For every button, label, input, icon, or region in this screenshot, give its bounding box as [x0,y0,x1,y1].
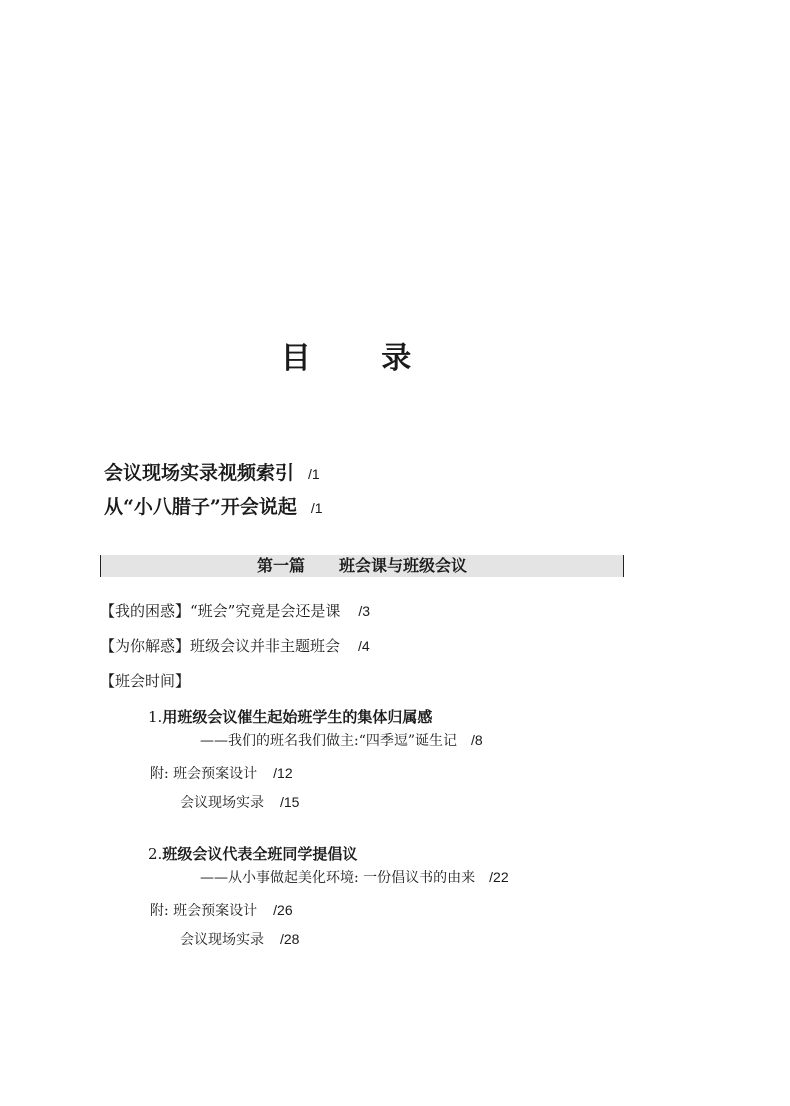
toc-entry-text: “班会”究竟是会还是课 [190,602,341,620]
appendix-text: 会议现场实录 [180,795,264,811]
appendix-text: 班会预案设计 [173,903,258,919]
item-title-text: 用班级会议催生起始班学生的集体归属感 [162,708,433,726]
section-title: 班会课与班级会议 [339,556,468,575]
toc-entry-class-meeting-time [100,670,190,691]
toc-page-number: /3 [358,603,371,619]
appendix-prefix: 附: [150,903,169,919]
toc-page-number: /26 [273,902,293,918]
toc-page-number: /1 [310,500,323,516]
toc-item-2-appendix-plan[interactable] [150,900,293,920]
toc-page-number: /12 [273,765,293,781]
toc-page-number: /4 [358,638,370,654]
section-number: 第一篇 [256,556,305,575]
toc-bracket-label: 【为你解惑】 [100,637,191,655]
toc-item-1-title[interactable] [148,706,432,727]
toc-entry-text: 会议现场实录视频索引 [104,462,295,484]
toc-item-1-subtitle[interactable] [200,730,483,750]
toc-entry-confusion[interactable] [100,600,370,621]
appendix-text: 会议现场实录 [180,932,264,948]
toc-bracket-label: 【班会时间】 [100,672,191,690]
appendix-prefix: 附: [150,766,169,782]
toc-page-number: /1 [308,466,320,482]
toc-page-number: /22 [489,869,509,885]
appendix-text: 班会预案设计 [173,766,258,782]
toc-entry-text: 从“小八腊子”开会说起 [104,496,297,518]
section-header-bar [100,555,624,577]
item-title-text: 班级会议代表全班同学提倡议 [162,845,358,863]
item-number: 2. [148,845,163,863]
toc-page-number: /15 [280,794,300,810]
toc-item-1-appendix-plan[interactable] [150,763,293,783]
item-number: 1. [148,708,163,726]
toc-entry-text: 班级会议并非主题班会 [190,637,341,655]
toc-bracket-label: 【我的困惑】 [100,602,191,620]
item-subtitle-text: ——从小事做起美化环境: 一份倡议书的由来 [200,870,476,886]
item-subtitle-text: ——我们的班名我们做主:“四季逗”诞生记 [200,733,458,749]
toc-page-number: /8 [471,732,483,748]
toc-entry-video-index[interactable] [104,458,320,485]
page-title: 目 录 [280,341,442,376]
toc-entry-explanation[interactable] [100,635,370,656]
toc-item-1-appendix-record[interactable] [180,792,299,812]
toc-item-2-title[interactable] [148,843,357,864]
toc-item-2-subtitle[interactable] [200,867,509,887]
toc-page-number: /28 [280,931,300,947]
toc-item-2-appendix-record[interactable] [180,929,299,949]
toc-entry-preface[interactable] [104,492,323,519]
